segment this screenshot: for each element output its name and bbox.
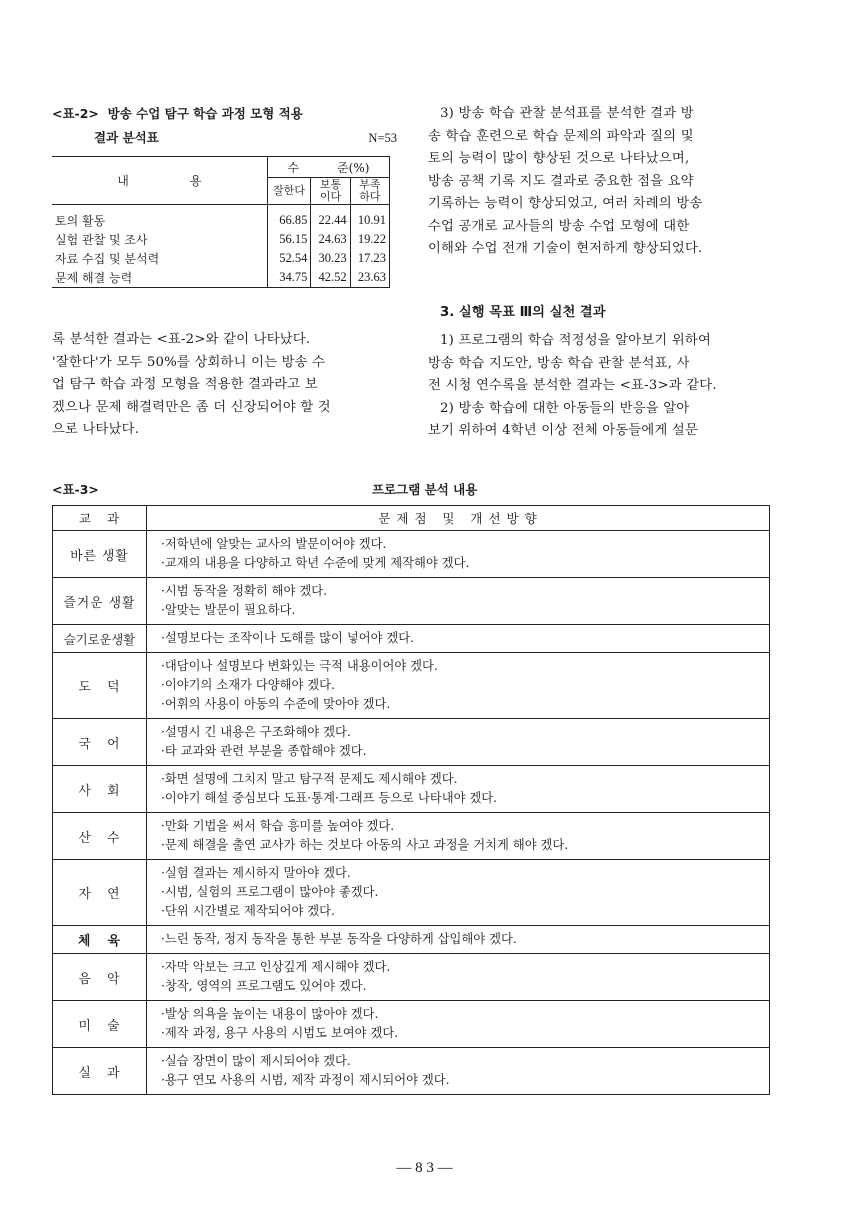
text-line: 수업 공개로 교사들의 방송 수업 모형에 대한 bbox=[428, 218, 690, 234]
table-row bbox=[53, 926, 770, 954]
table3-subject: 미 술 bbox=[53, 1001, 147, 1048]
list-item: ·실습 장면이 많이 제시되어야 겠다. bbox=[161, 1054, 351, 1068]
text-line: 방송 공책 기록 지도 결과로 중요한 점을 요약 bbox=[428, 173, 694, 189]
list-item: ·이야기의 소재가 다양해야 겠다. bbox=[161, 678, 335, 692]
table3-subject: 국 어 bbox=[53, 719, 147, 766]
text-line: 이해와 수업 전개 기술이 현저하게 향상되었다. bbox=[428, 241, 703, 256]
list-item: ·느린 동작, 정지 동작을 통한 부분 동작을 다양하게 삽입해야 겠다. bbox=[161, 932, 517, 946]
right-paragraph-2 bbox=[428, 330, 773, 443]
page-number: — 8 3 — bbox=[396, 1160, 453, 1176]
text-line: 록 분석한 결과는 <표-2>와 같이 나타났다. bbox=[52, 332, 311, 347]
table-row bbox=[52, 211, 390, 230]
table3-items bbox=[147, 813, 770, 860]
table2-cell: 56.15 bbox=[267, 230, 311, 249]
text-line: 기록하는 능력이 향상되었고, 여러 차례의 방송 bbox=[428, 196, 703, 211]
list-item: ·제작 과정, 용구 사용의 시범도 보여야 겠다. bbox=[161, 1026, 399, 1040]
text-line: 1) 프로그램의 학습 적정성을 알아보기 위하여 bbox=[440, 333, 711, 348]
table3-subject: 즐거운 생활 bbox=[53, 578, 147, 625]
list-item: ·대담이나 설명보다 변화있는 극적 내용이어야 겠다. bbox=[161, 659, 438, 673]
section-heading: 3. 실행 목표 Ⅲ의 실천 결과 bbox=[440, 305, 606, 320]
list-item: ·용구 연모 사용의 시범, 제작 과정이 제시되어야 겠다. bbox=[161, 1073, 450, 1087]
list-item: ·발상 의욕을 높이는 내용이 많아야 겠다. bbox=[161, 1007, 379, 1021]
table2-cell: 66.85 bbox=[267, 211, 311, 230]
table-row bbox=[53, 1001, 770, 1048]
table2-row-label: 토의 활동 bbox=[52, 211, 267, 230]
table3-items bbox=[147, 625, 770, 653]
list-item: ·설명보다는 조작이나 도해를 많이 넣어야 겠다. bbox=[161, 631, 415, 645]
table2-subheader: 부족 하다 bbox=[350, 178, 389, 205]
text-line: 겠으나 문제 해결력만은 좀 더 신장되어야 할 것 bbox=[52, 399, 331, 415]
text-line: 업 탐구 학습 과정 모형을 적용한 결과라고 보 bbox=[52, 377, 318, 392]
list-item: ·이야기 해설 중심보다 도표·통계·그래프 등으로 나타내야 겠다. bbox=[161, 791, 498, 805]
text-line: 토의 능력이 많이 향상된 것으로 나타났으며, bbox=[428, 151, 690, 166]
table3-items bbox=[147, 719, 770, 766]
text-line: 전 시청 연수록을 분석한 결과는 <표-3>과 같다. bbox=[428, 378, 717, 393]
table-row bbox=[53, 813, 770, 860]
list-item: ·자막 악보는 크고 인상깊게 제시해야 겠다. bbox=[161, 960, 391, 974]
table3-items bbox=[147, 1048, 770, 1095]
text-line: '잘한다'가 모두 50%를 상회하니 이는 방송 수 bbox=[52, 354, 326, 370]
table2-row-label: 문제 해결 능력 bbox=[52, 268, 267, 288]
table-row bbox=[52, 230, 390, 249]
left-paragraph bbox=[52, 329, 397, 442]
list-item: ·어휘의 사용이 아동의 수준에 맞아야 겠다. bbox=[161, 697, 391, 711]
text-line: 송 학습 훈련으로 학습 문제의 파악과 질의 및 bbox=[428, 128, 694, 144]
list-item: ·단위 시간별로 제작되어야 겠다. bbox=[161, 904, 335, 918]
table-row bbox=[53, 625, 770, 653]
table2-cell: 42.52 bbox=[311, 268, 350, 288]
table2-subheader: 잘한다 bbox=[267, 178, 311, 205]
table-row bbox=[52, 249, 390, 268]
table2-n: N=53 bbox=[368, 131, 397, 145]
table3 bbox=[52, 505, 770, 1095]
text-line: 으로 나타났다. bbox=[52, 422, 140, 437]
table2-header-level: 수 준(%) bbox=[267, 157, 389, 178]
text-line: 방송 학습 지도안, 방송 학습 관찰 분석표, 사 bbox=[428, 355, 690, 371]
table-row bbox=[53, 719, 770, 766]
table2-cell: 34.75 bbox=[267, 268, 311, 288]
list-item: ·문제 해결을 출연 교사가 하는 것보다 아동의 사고 과정을 거치게 해야 겠다. bbox=[161, 838, 569, 852]
table2-row-label: 실험 관찰 및 조사 bbox=[52, 230, 267, 249]
table2-cell: 22.44 bbox=[311, 211, 350, 230]
table2-header-content: 내 용 bbox=[52, 157, 267, 205]
table2-cell: 17.23 bbox=[350, 249, 389, 268]
table3-subject: 실 과 bbox=[53, 1048, 147, 1095]
table2-row-label: 자료 수집 및 분석력 bbox=[52, 249, 267, 268]
table3-items bbox=[147, 578, 770, 625]
table2-cell: 23.63 bbox=[350, 268, 389, 288]
table3-subject: 도 덕 bbox=[53, 653, 147, 719]
table-row bbox=[53, 653, 770, 719]
table3-subject: 사 회 bbox=[53, 766, 147, 813]
table-row bbox=[53, 1048, 770, 1095]
table3-header-items: 문 제 점 및 개 선 방 향 bbox=[147, 506, 770, 531]
table3-items bbox=[147, 653, 770, 719]
table-row bbox=[53, 766, 770, 813]
table3-items bbox=[147, 766, 770, 813]
text-line: 보기 위하여 4학년 이상 전체 아동들에게 설문 bbox=[428, 423, 699, 438]
list-item: ·시범 동작을 정확히 해야 겠다. bbox=[161, 584, 327, 598]
table3-header-subject: 교 과 bbox=[53, 506, 147, 531]
table3-subject: 산 수 bbox=[53, 813, 147, 860]
text-line: 3) 방송 학습 관찰 분석표를 분석한 결과 방 bbox=[440, 106, 694, 121]
list-item: ·교재의 내용을 다양하고 학년 수준에 맞게 제작해야 겠다. bbox=[161, 556, 470, 570]
table3-label: <표-3> bbox=[52, 482, 99, 497]
right-paragraph-1 bbox=[428, 103, 773, 261]
table-row bbox=[53, 578, 770, 625]
table2-subheader: 보통 이다 bbox=[311, 178, 350, 205]
table3-items bbox=[147, 860, 770, 926]
table-row bbox=[52, 268, 390, 288]
table-row bbox=[53, 860, 770, 926]
table3-items bbox=[147, 954, 770, 1001]
table2-cell: 10.91 bbox=[350, 211, 389, 230]
table3-items bbox=[147, 531, 770, 578]
table2-title-line2: 결과 분석표 bbox=[94, 130, 159, 145]
table2-cell: 30.23 bbox=[311, 249, 350, 268]
table2-label: <표-2> bbox=[52, 106, 99, 121]
table3-subject: 슬기로운생활 bbox=[53, 625, 147, 653]
table2-cell: 24.63 bbox=[311, 230, 350, 249]
table2-title-line1: 방송 수업 탐구 학습 과정 모형 적용 bbox=[107, 106, 303, 121]
list-item: ·시범, 실험의 프로그램이 많아야 좋겠다. bbox=[161, 885, 379, 899]
table3-subject: 자 연 bbox=[53, 860, 147, 926]
table2-cell: 19.22 bbox=[350, 230, 389, 249]
text-line: 2) 방송 학습에 대한 아동들의 반응을 알아 bbox=[440, 400, 690, 416]
table2-cell: 52.54 bbox=[267, 249, 311, 268]
list-item: ·창작, 영역의 프로그램도 있어야 겠다. bbox=[161, 979, 367, 993]
list-item: ·화면 설명에 그치지 말고 탐구적 문제도 제시해야 겠다. bbox=[161, 772, 458, 786]
table3-items bbox=[147, 1001, 770, 1048]
list-item: ·알맞는 발문이 필요하다. bbox=[161, 603, 296, 617]
table3-items bbox=[147, 926, 770, 954]
table2 bbox=[52, 156, 390, 288]
table3-header-row bbox=[53, 506, 770, 531]
table3-subject: 체 육 bbox=[53, 926, 147, 954]
list-item: ·설명시 긴 내용은 구조화해야 겠다. bbox=[161, 725, 351, 739]
table-row bbox=[53, 531, 770, 578]
table3-title: 프로그램 분석 내용 bbox=[372, 482, 478, 497]
list-item: ·타 교과와 관련 부분을 종합해야 겠다. bbox=[161, 744, 367, 758]
table2-caption bbox=[52, 105, 397, 147]
table-row bbox=[53, 954, 770, 1001]
list-item: ·실험 결과는 제시하지 말아야 겠다. bbox=[161, 866, 351, 880]
table3-subject: 바른 생활 bbox=[53, 531, 147, 578]
table3-subject: 음 악 bbox=[53, 954, 147, 1001]
list-item: ·만화 기법을 써서 학습 흥미를 높여야 겠다. bbox=[161, 819, 395, 833]
list-item: ·저학년에 알맞는 교사의 발문이어야 겠다. bbox=[161, 537, 387, 551]
